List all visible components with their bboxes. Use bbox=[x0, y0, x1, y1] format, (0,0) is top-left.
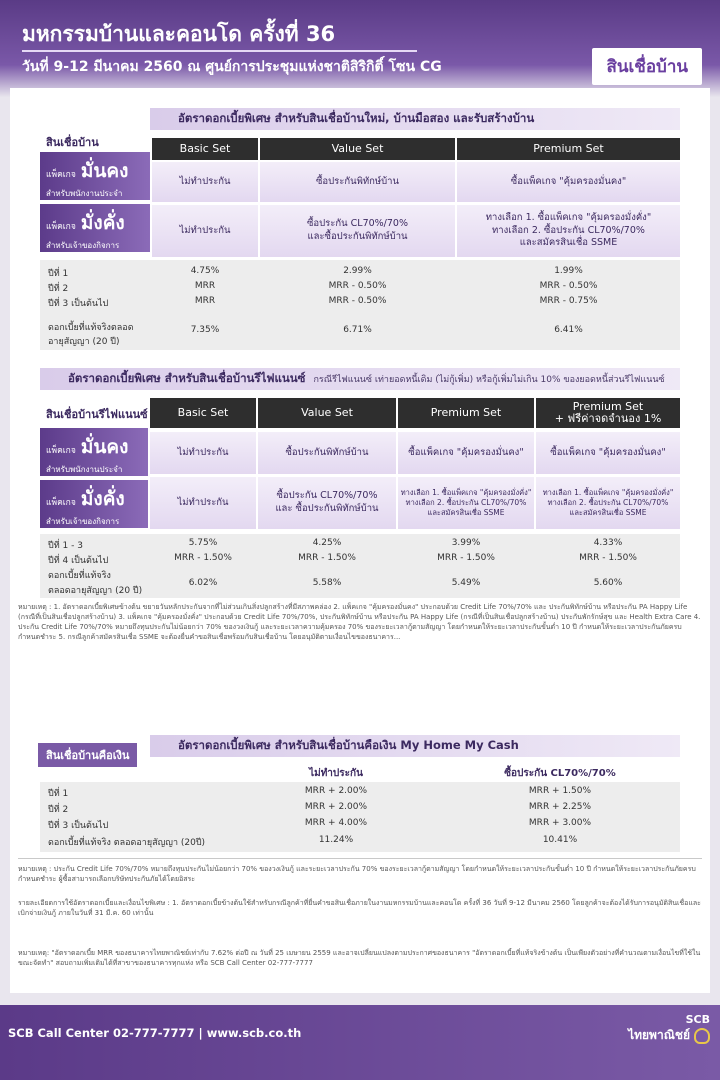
package-target: สำหรับเจ้าของกิจการ bbox=[46, 241, 120, 250]
cell-text: ซื้อประกัน CL70%/70% bbox=[276, 490, 378, 502]
footer-contact: SCB Call Center 02-777-7777 | www.scb.co.th bbox=[8, 1026, 302, 1040]
s2-p1-basic bbox=[150, 432, 256, 474]
s2-p2-premium bbox=[398, 477, 534, 529]
s2-premiumplus-y4: MRR - 1.50% bbox=[579, 553, 637, 563]
s1-p1-premium bbox=[457, 162, 680, 202]
s2-basic-eff: 6.02% bbox=[188, 578, 218, 588]
page-title: มหกรรมบ้านและคอนโด ครั้งที่ 36 bbox=[22, 22, 336, 46]
cell-text: ทางเลือก 1. ซื้อแพ็คเกจ "คุ้มครองมั่งคั่ง" bbox=[542, 487, 674, 497]
mrr-disclaimer-note: หมายเหตุ: "อัตราดอกเบี้ย MRR ของธนาคารไทยพาณิชย์เท่ากับ 7.62% ต่อปี ณ วันที่ 25 เมษายน 2559 และอาจเปลี่ยนแปลงตามประกาศของธนาคาร "อัตราดอกเบี้ยที่แท้จริงข้างต้น เป็นเพียงตัวอย่างที่คำนวณตามเงื่อนไขที่ใช้ในขณะจัดทำ" สอบถามเพิ่มเติมได้ที่สาขาของธนาคารทุกแห่ง หรือ SCB Call Center 02-777-7777 bbox=[18, 949, 701, 968]
s3-noins-y2: MRR + 2.00% bbox=[304, 802, 368, 812]
cell-text: และ ซื้อประกันพิทักษ์บ้าน bbox=[275, 503, 379, 514]
s2-col-premium-plus bbox=[536, 398, 680, 428]
s1-p2-value bbox=[260, 205, 455, 257]
cell-text: ซื้อประกันพิทักษ์บ้าน bbox=[285, 446, 369, 458]
package-name: มั่งคั่ง bbox=[80, 212, 125, 234]
s1-value-y1: 2.99% bbox=[343, 266, 372, 276]
s1-rate-label-term: อายุสัญญา (20 ปี) bbox=[48, 337, 120, 347]
package-target: สำหรับพนักงานประจำ bbox=[46, 465, 123, 474]
title-underline bbox=[22, 50, 417, 52]
s1-basic-eff: 7.35% bbox=[190, 325, 220, 335]
cell-text: ซื้อแพ็คเกจ "คุ้มครองมั่นคง" bbox=[408, 446, 524, 458]
footer-bar bbox=[0, 1005, 720, 1080]
cell-text: และซื้อประกันพิทักษ์บ้าน bbox=[307, 231, 408, 242]
event-subtitle: วันที่ 9-12 มีนาคม 2560 ณ ศูนย์การประชุมแห่งชาติสิริกิติ์ โซน CG bbox=[22, 59, 442, 75]
s3-ins-y3: MRR + 3.00% bbox=[528, 818, 592, 828]
s2-premiumplus-y13: 4.33% bbox=[593, 538, 623, 548]
s3-rate-label-eff: ดอกเบี้ยที่แท้จริง ตลอดอายุสัญญา (20ปี) bbox=[48, 838, 206, 848]
s2-rate-label-y4: ปีที่ 4 เป็นต้นไป bbox=[48, 556, 109, 566]
s2-rate-label-term: ตลอดอายุสัญญา (20 ปี) bbox=[48, 586, 143, 596]
cell-text: ทางเลือก 1. ซื้อแพ็คเกจ "คุ้มครองมั่งคั่ง" bbox=[485, 211, 652, 223]
s1-basic-y2: MRR bbox=[194, 281, 216, 291]
s1-rate-label-y3: ปีที่ 3 เป็นต้นไป bbox=[48, 299, 109, 309]
logo-abbrev: SCB bbox=[685, 1013, 710, 1026]
package-name: มั่นคง bbox=[80, 436, 129, 458]
s1-rate-label-eff: ดอกเบี้ยที่แท้จริงตลอด bbox=[48, 323, 134, 333]
s2-p1-premium bbox=[398, 432, 534, 474]
s2-p2-basic bbox=[150, 477, 256, 529]
s2-p2-value bbox=[258, 477, 396, 529]
package-prefix: แพ็คเกจ bbox=[46, 446, 76, 456]
package-prefix: แพ็คเกจ bbox=[46, 498, 76, 508]
s1-premium-y3: MRR - 0.75% bbox=[539, 296, 598, 306]
cell-text: ทางเลือก 2. ซื้อประกัน CL70%/70% bbox=[405, 497, 527, 507]
col-line2: + ฟรีค่าจดจำนอง 1% bbox=[554, 412, 662, 425]
cell-text: ซื้อแพ็คเกจ "คุ้มครองมั่นคง" bbox=[510, 175, 627, 187]
section1-tab: สินเชื่อบ้าน bbox=[38, 130, 107, 154]
section3-footnote: หมายเหตุ : ประกัน Credit Life 70%/70% หมายถึงทุนประกันไม่น้อยกว่า 70% ของวงเงินกู้ และระยะเวลาประกัน 70% ของระยะเวลากู้ตามสัญญา โดยกำหนดให้ระยะเวลาประกันขั้นต่ำ 10 ปี กำหนดให้ระยะเวลาประกันภัยครบกำหนดชำระ ผู้ซื้อสามารถเลือกบริษัทประกันภัยได้โดยอิสระ bbox=[18, 865, 696, 884]
s2-value-y4: MRR - 1.50% bbox=[298, 553, 356, 563]
s2-p1-value bbox=[258, 432, 396, 474]
scb-emblem-icon bbox=[694, 1028, 710, 1044]
cell-text: และสมัครสินเชื่อ SSME bbox=[427, 508, 505, 518]
s2-col-basic: Basic Set bbox=[150, 398, 256, 428]
s2-premium-y13: 3.99% bbox=[451, 538, 481, 548]
s2-value-eff: 5.58% bbox=[312, 578, 342, 588]
s3-col-no-insurance: ไม่ทำประกัน bbox=[309, 768, 363, 779]
package-target: สำหรับพนักงานประจำ bbox=[46, 189, 123, 198]
s1-value-y3: MRR - 0.50% bbox=[328, 296, 387, 306]
s2-premiumplus-eff: 5.60% bbox=[593, 578, 623, 588]
s1-col-value: Value Set bbox=[260, 138, 455, 160]
cell-text: ไม่ทำประกัน bbox=[177, 496, 229, 508]
logo-bank-name: ไทยพาณิชย์ bbox=[628, 1028, 690, 1042]
package-target: สำหรับเจ้าของกิจการ bbox=[46, 517, 120, 526]
s2-package-mangkhang bbox=[40, 480, 148, 528]
s1-rate-label-y2: ปีที่ 2 bbox=[48, 284, 69, 294]
s1-package-mankhong bbox=[40, 152, 150, 200]
scb-logo bbox=[628, 1013, 710, 1045]
section2-heading bbox=[40, 368, 680, 390]
s3-noins-y1: MRR + 2.00% bbox=[304, 786, 368, 796]
s2-value-y13: 4.25% bbox=[312, 538, 342, 548]
s2-premium-eff: 5.49% bbox=[451, 578, 481, 588]
s1-p1-value bbox=[260, 162, 455, 202]
s2-p1-premium-plus bbox=[536, 432, 680, 474]
s1-p1-basic bbox=[152, 162, 258, 202]
s3-rate-label-y1: ปีที่ 1 bbox=[48, 789, 69, 799]
section1-heading: อัตราดอกเบี้ยพิเศษ สำหรับสินเชื่อบ้านใหม่, บ้านมือสอง และรับสร้างบ้าน bbox=[150, 108, 680, 130]
s1-rate-label-y1: ปีที่ 1 bbox=[48, 269, 69, 279]
cell-text: และสมัครสินเชื่อ SSME bbox=[569, 508, 647, 518]
s3-col-with-insurance: ซื้อประกัน CL70%/70% bbox=[504, 768, 616, 779]
s2-package-mankhong bbox=[40, 428, 148, 476]
package-prefix: แพ็คเกจ bbox=[46, 222, 76, 232]
s2-rate-label-y13: ปีที่ 1 - 3 bbox=[48, 541, 83, 551]
package-name: มั่นคง bbox=[80, 160, 129, 182]
logo-name bbox=[628, 1026, 710, 1045]
section3-heading: อัตราดอกเบี้ยพิเศษ สำหรับสินเชื่อบ้านคือเงิน My Home My Cash bbox=[150, 735, 680, 757]
cell-text: ซื้อประกัน CL70%/70% bbox=[306, 218, 408, 230]
s2-basic-y4: MRR - 1.50% bbox=[174, 553, 232, 563]
s2-p2-premium-plus bbox=[536, 477, 680, 529]
cell-text: ทางเลือก 2. ซื้อประกัน CL70%/70% bbox=[547, 497, 669, 507]
cell-text: ซื้อประกันพิทักษ์บ้าน bbox=[315, 175, 400, 187]
cell-text: และสมัครสินเชื่อ SSME bbox=[519, 237, 618, 249]
s3-noins-y3: MRR + 4.00% bbox=[304, 818, 368, 828]
s3-ins-y1: MRR + 1.50% bbox=[528, 786, 592, 796]
s3-noins-eff: 11.24% bbox=[318, 835, 354, 845]
cell-text: ทางเลือก 1. ซื้อแพ็คเกจ "คุ้มครองมั่งคั่ง" bbox=[400, 487, 532, 497]
s3-rate-label-y2: ปีที่ 2 bbox=[48, 805, 69, 815]
s1-premium-y1: 1.99% bbox=[554, 266, 583, 276]
s1-p2-premium bbox=[457, 205, 680, 257]
s2-col-value: Value Set bbox=[258, 398, 396, 428]
section3-tab: สินเชื่อบ้านคือเงิน bbox=[38, 743, 137, 767]
cell-text: ไม่ทำประกัน bbox=[179, 224, 231, 236]
section2-footnote: หมายเหตุ : 1. อัตราดอกเบี้ยพิเศษข้างต้น ขยายวันหลักประกันจากที่ไม่ส่วนเกินสิ่งปลูกสร้างที่มีสภาพคล่อง 2. แพ็คเกจ "คุ้มครองมั่นคง" ประกอบด้วย Credit Life 70%/70% และ ประกันพิทักษ์บ้าน หรือประกัน PA Happy Life (กรณีที่เป็นสินเชื่อปลูกสร้างบ้าน) 3. แพ็คเกจ "คุ้มครองมั่งคั่ง" ประกอบด้วย Credit Life 70%/70%, ประกันพิทักษ์บ้าน หรือประกัน PA Happy Life (กรณีที่เป็นสินเชื่อปลูกสร้างบ้าน) ประกันพักรักษ์สุข และ Health Extra Care 4. ประกัน Credit Life 70%/70% หมายถึงทุนประกันไม่น้อยกว่า 70% ของวงเงินกู้ และระยะเวลาความคุ้มครอง 70% ของระยะเวลากู้ตามสัญญา โดยกำหนดให้ระยะเวลาประกันขั้นต่ำ 10 ปี กำหนดให้ระยะเวลาประกันภัยครบกำหนดชำระ 5. กรณีลูกค้าสมัครสินเชื่อ SSME จะต้องยื่นคำขอสินเชื่อพร้อมกับสินเชื่อบ้าน โดยอนุมัติตามเงื่อนไขของธนาคาร... bbox=[18, 603, 701, 642]
s3-ins-eff: 10.41% bbox=[542, 835, 578, 845]
s1-value-y2: MRR - 0.50% bbox=[328, 281, 387, 291]
s2-basic-y13: 5.75% bbox=[188, 538, 218, 548]
s3-ins-y2: MRR + 2.25% bbox=[528, 802, 592, 812]
divider bbox=[18, 858, 702, 859]
cell-text: ทางเลือก 2. ซื้อประกัน CL70%/70% bbox=[492, 224, 645, 236]
s2-rate-label-eff: ดอกเบี้ยที่แท้จริง bbox=[48, 571, 111, 581]
section2-tab: สินเชื่อบ้านรีไฟแนนซ์ bbox=[38, 402, 156, 426]
section2-title: อัตราดอกเบี้ยพิเศษ สำหรับสินเชื่อบ้านรีไฟแนนซ์ bbox=[68, 371, 306, 385]
col-line1: Premium Set bbox=[572, 399, 644, 413]
cell-text: ไม่ทำประกัน bbox=[179, 175, 231, 187]
s1-package-mangkhang bbox=[40, 204, 150, 252]
s1-col-basic: Basic Set bbox=[152, 138, 258, 160]
cell-text: ไม่ทำประกัน bbox=[177, 446, 229, 458]
package-name: มั่งคั่ง bbox=[80, 488, 125, 510]
s1-premium-eff: 6.41% bbox=[554, 325, 583, 335]
s2-premium-y4: MRR - 1.50% bbox=[437, 553, 495, 563]
s2-col-premium: Premium Set bbox=[398, 398, 534, 428]
s1-basic-y3: MRR bbox=[194, 296, 216, 306]
s1-premium-y2: MRR - 0.50% bbox=[539, 281, 598, 291]
cell-text: ซื้อแพ็คเกจ "คุ้มครองมั่นคง" bbox=[550, 446, 666, 458]
package-prefix: แพ็คเกจ bbox=[46, 170, 76, 180]
s1-value-eff: 6.71% bbox=[343, 325, 372, 335]
s3-rate-label-y3: ปีที่ 3 เป็นต้นไป bbox=[48, 821, 109, 831]
section2-condition: กรณีรีไฟแนนซ์ เท่ายอดหนี้เดิม (ไม่กู้เพิ่ม) หรือกู้เพิ่มไม่เกิน 10% ของยอดหนี้ส่วนรีไฟแนนซ์ bbox=[313, 375, 665, 385]
usage-conditions-note: รายละเอียดการใช้อัตราดอกเบี้ยและเงื่อนไขพิเศษ : 1. อัตราดอกเบี้ยข้างต้นใช้สำหรับกรณีลูกค้าที่ยื่นคำขอสินเชื่อภายในงานมหกรรมบ้านและคอนโด ครั้งที่ 36 วันที่ 9-12 มีนาคม 2560 โดยลูกค้าจะต้องได้รับการอนุมัติสินเชื่อและเบิกจ่ายเงินกู้ ภายในวันที่ 31 มี.ค. 60 เท่านั้น bbox=[18, 899, 701, 918]
s1-p2-basic bbox=[152, 205, 258, 257]
s1-col-premium: Premium Set bbox=[457, 138, 680, 160]
category-badge: สินเชื่อบ้าน bbox=[592, 48, 702, 85]
s1-basic-y1: 4.75% bbox=[190, 266, 220, 276]
